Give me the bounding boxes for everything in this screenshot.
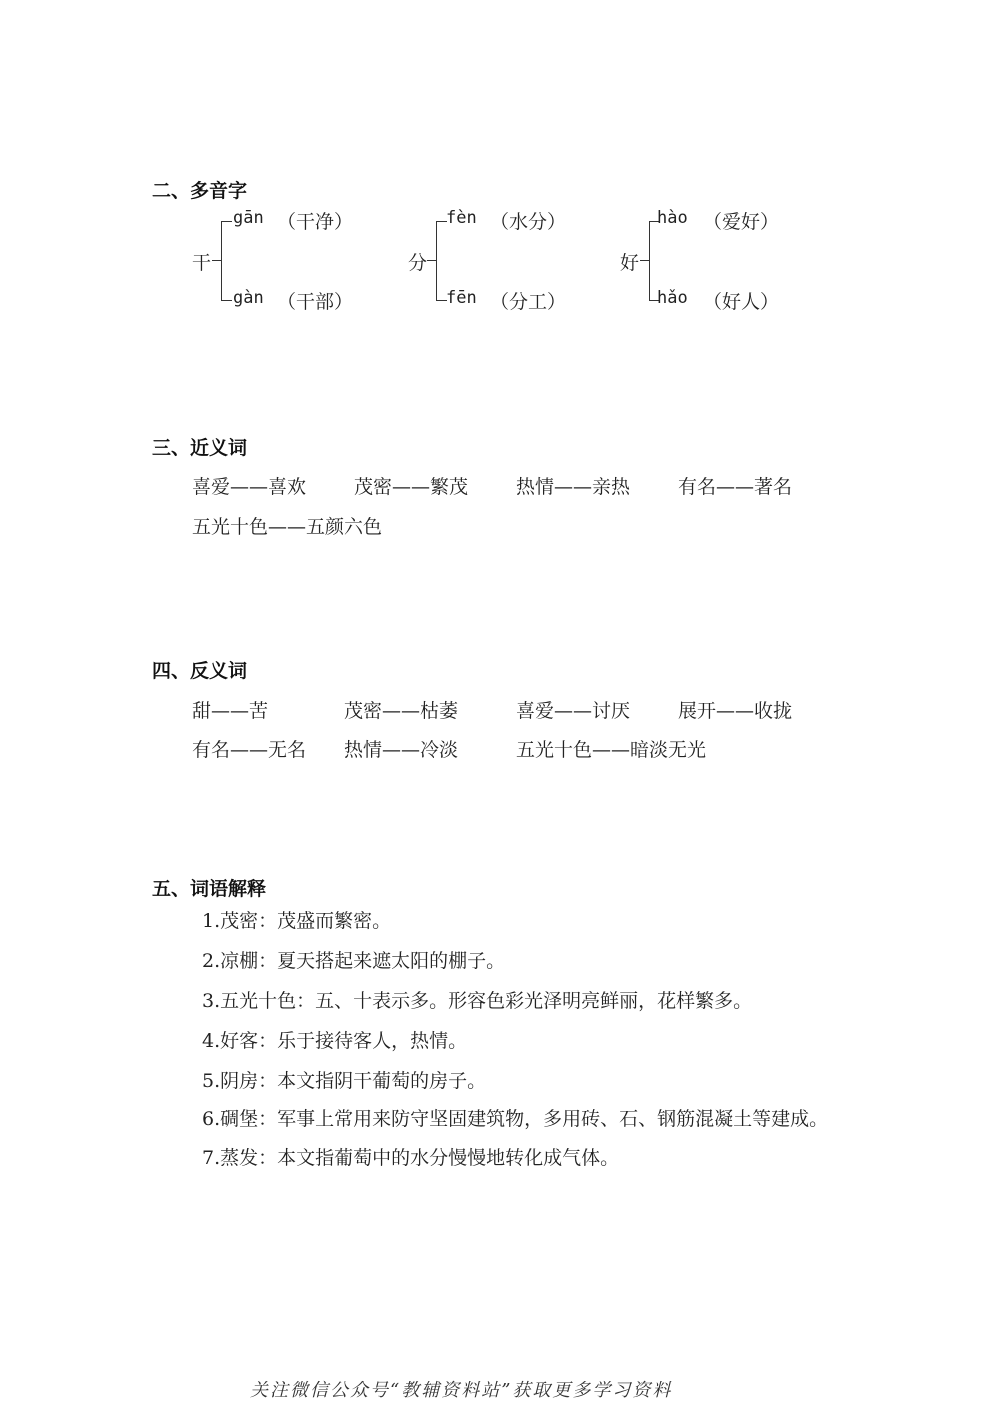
explanation-item: 4.好客：乐于接待客人，热情。 (202, 1030, 468, 1052)
footer-note: 关注微信公众号“教辅资料站”获取更多学习资料 (250, 1380, 673, 1401)
polyphonic-char: 好 (620, 252, 640, 274)
pinyin-bottom: gàn (233, 288, 264, 308)
explanation-item: 1.茂密：茂盛而繁密。 (202, 910, 392, 932)
brace-tick (212, 260, 221, 261)
pinyin-bottom: fēn (446, 288, 477, 308)
synonym-pair: 五光十色——五颜六色 (192, 516, 383, 538)
synonym-pair: 茂密——繁茂 (354, 476, 469, 498)
polyphonic-char: 干 (192, 252, 212, 274)
word-bottom: （好人） (703, 291, 780, 313)
word-top: （爱好） (703, 211, 780, 233)
pinyin-top: hào (657, 208, 688, 228)
pinyin-top: fèn (446, 208, 477, 228)
antonym-pair: 喜爱——讨厌 (516, 700, 631, 722)
synonym-pair: 热情——亲热 (516, 476, 631, 498)
synonym-pair: 有名——著名 (678, 476, 793, 498)
explanation-item: 3.五光十色：五、十表示多。形容色彩光泽明亮鲜丽，花样繁多。 (202, 990, 753, 1012)
word-top: （水分） (490, 211, 567, 233)
explanation-item: 6.碉堡：军事上常用来防守坚固建筑物，多用砖、石、钢筋混凝土等建成。 (202, 1108, 829, 1130)
section-title-synonyms: 三、近义词 (152, 437, 248, 459)
antonym-pair: 展开——收拢 (678, 700, 793, 722)
word-bottom: （分工） (490, 291, 567, 313)
section-title-polyphonic: 二、多音字 (152, 180, 248, 202)
pinyin-top: gān (233, 208, 264, 228)
pinyin-bottom: hǎo (657, 288, 688, 308)
antonym-pair: 有名——无名 (192, 739, 307, 761)
antonym-pair: 甜——苦 (192, 700, 269, 722)
antonym-pair: 五光十色——暗淡无光 (516, 739, 707, 761)
section-title-antonyms: 四、反义词 (152, 660, 248, 682)
brace (221, 221, 232, 301)
explanation-item: 7.蒸发：本文指葡萄中的水分慢慢地转化成气体。 (202, 1147, 620, 1169)
brace-tick (427, 260, 436, 261)
word-top: （干净） (277, 211, 354, 233)
synonym-pair: 喜爱——喜欢 (192, 476, 307, 498)
section-title-explanations: 五、词语解释 (152, 878, 267, 900)
word-bottom: （干部） (277, 291, 354, 313)
antonym-pair: 热情——冷淡 (344, 739, 459, 761)
antonym-pair: 茂密——枯萎 (344, 700, 459, 722)
explanation-item: 5.阴房：本文指阴干葡萄的房子。 (202, 1070, 487, 1092)
brace-tick (640, 260, 649, 261)
explanation-item: 2.凉棚：夏天搭起来遮太阳的棚子。 (202, 950, 506, 972)
polyphonic-char: 分 (408, 252, 428, 274)
